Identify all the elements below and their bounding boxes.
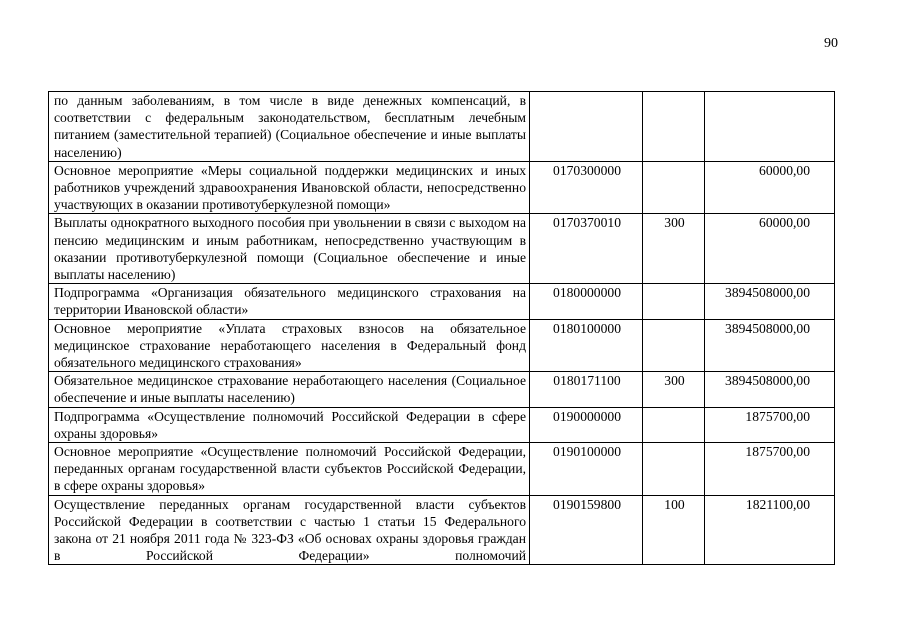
row-expense-type: 100 [643, 495, 705, 565]
table-row [49, 214, 835, 284]
row-description: по данным заболеваниям, в том числе в виде денежных компенсаций, в соответствии с федеральным законодательством, бесплатным лечебным питанием (заместительной терапией) (Социальное обеспечение и иные выплаты населению) [49, 92, 530, 162]
row-expense-type [643, 319, 705, 372]
row-expense-type: 300 [643, 372, 705, 407]
table-row [49, 319, 835, 372]
row-description: Осуществление переданных органам государственной власти субъектов Российской Федерации в соответствии с частью 1 статьи 15 Федерального закона от 21 ноября 2011 года № 323-ФЗ «Об основах охраны здоровья граждан в Российской Федерации» полномочий [49, 495, 530, 565]
row-expense-type [643, 161, 705, 214]
row-expense-type [643, 443, 705, 496]
row-expense-type: 300 [643, 214, 705, 284]
row-description: Основное мероприятие «Уплата страховых взносов на обязательное медицинское страхование неработающего населения в Федеральный фонд обязательного медицинского страхования» [49, 319, 530, 372]
row-description: Подпрограмма «Организация обязательного медицинского страхования на территории Ивановской области» [49, 284, 530, 319]
row-target-code: 0170370010 [530, 214, 643, 284]
row-description: Основное мероприятие «Меры социальной поддержки медицинских и иных работников учреждений здравоохранения Ивановской области, непосредственно участвующих в оказании противотуберкулезной помощи» [49, 161, 530, 214]
row-expense-type [643, 284, 705, 319]
row-expense-type [643, 407, 705, 442]
page-number: 90 [824, 36, 838, 51]
row-description: Обязательное медицинское страхование неработающего населения (Социальное обеспечение и иные выплаты населению) [49, 372, 530, 407]
table-row [49, 92, 835, 162]
row-target-code: 0190100000 [530, 443, 643, 496]
table-row [49, 284, 835, 319]
row-amount: 1821100,00 [705, 495, 835, 565]
row-description: Подпрограмма «Осуществление полномочий Российской Федерации в сфере охраны здоровья» [49, 407, 530, 442]
row-amount: 60000,00 [705, 161, 835, 214]
row-amount: 1875700,00 [705, 407, 835, 442]
row-amount: 3894508000,00 [705, 319, 835, 372]
table-row [49, 372, 835, 407]
row-amount [705, 92, 835, 162]
row-amount: 3894508000,00 [705, 372, 835, 407]
row-description: Основное мероприятие «Осуществление полномочий Российской Федерации, переданных органам государственной власти субъектов Российской Федерации, в сфере охраны здоровья» [49, 443, 530, 496]
row-amount: 1875700,00 [705, 443, 835, 496]
row-expense-type [643, 92, 705, 162]
row-target-code: 0190000000 [530, 407, 643, 442]
table-row [49, 495, 835, 565]
row-target-code: 0180100000 [530, 319, 643, 372]
row-target-code: 0170300000 [530, 161, 643, 214]
row-target-code: 0190159800 [530, 495, 643, 565]
row-target-code [530, 92, 643, 162]
row-target-code: 0180171100 [530, 372, 643, 407]
table-row [49, 407, 835, 442]
table-row [49, 443, 835, 496]
row-amount: 3894508000,00 [705, 284, 835, 319]
budget-table [48, 91, 835, 565]
table-row [49, 161, 835, 214]
row-target-code: 0180000000 [530, 284, 643, 319]
row-description: Выплаты однократного выходного пособия при увольнении в связи с выходом на пенсию медицинским и иным работникам, непосредственно участвующим в оказании противотуберкулезной помощи (Социальное обеспечение и иные выплаты населению) [49, 214, 530, 284]
row-amount: 60000,00 [705, 214, 835, 284]
